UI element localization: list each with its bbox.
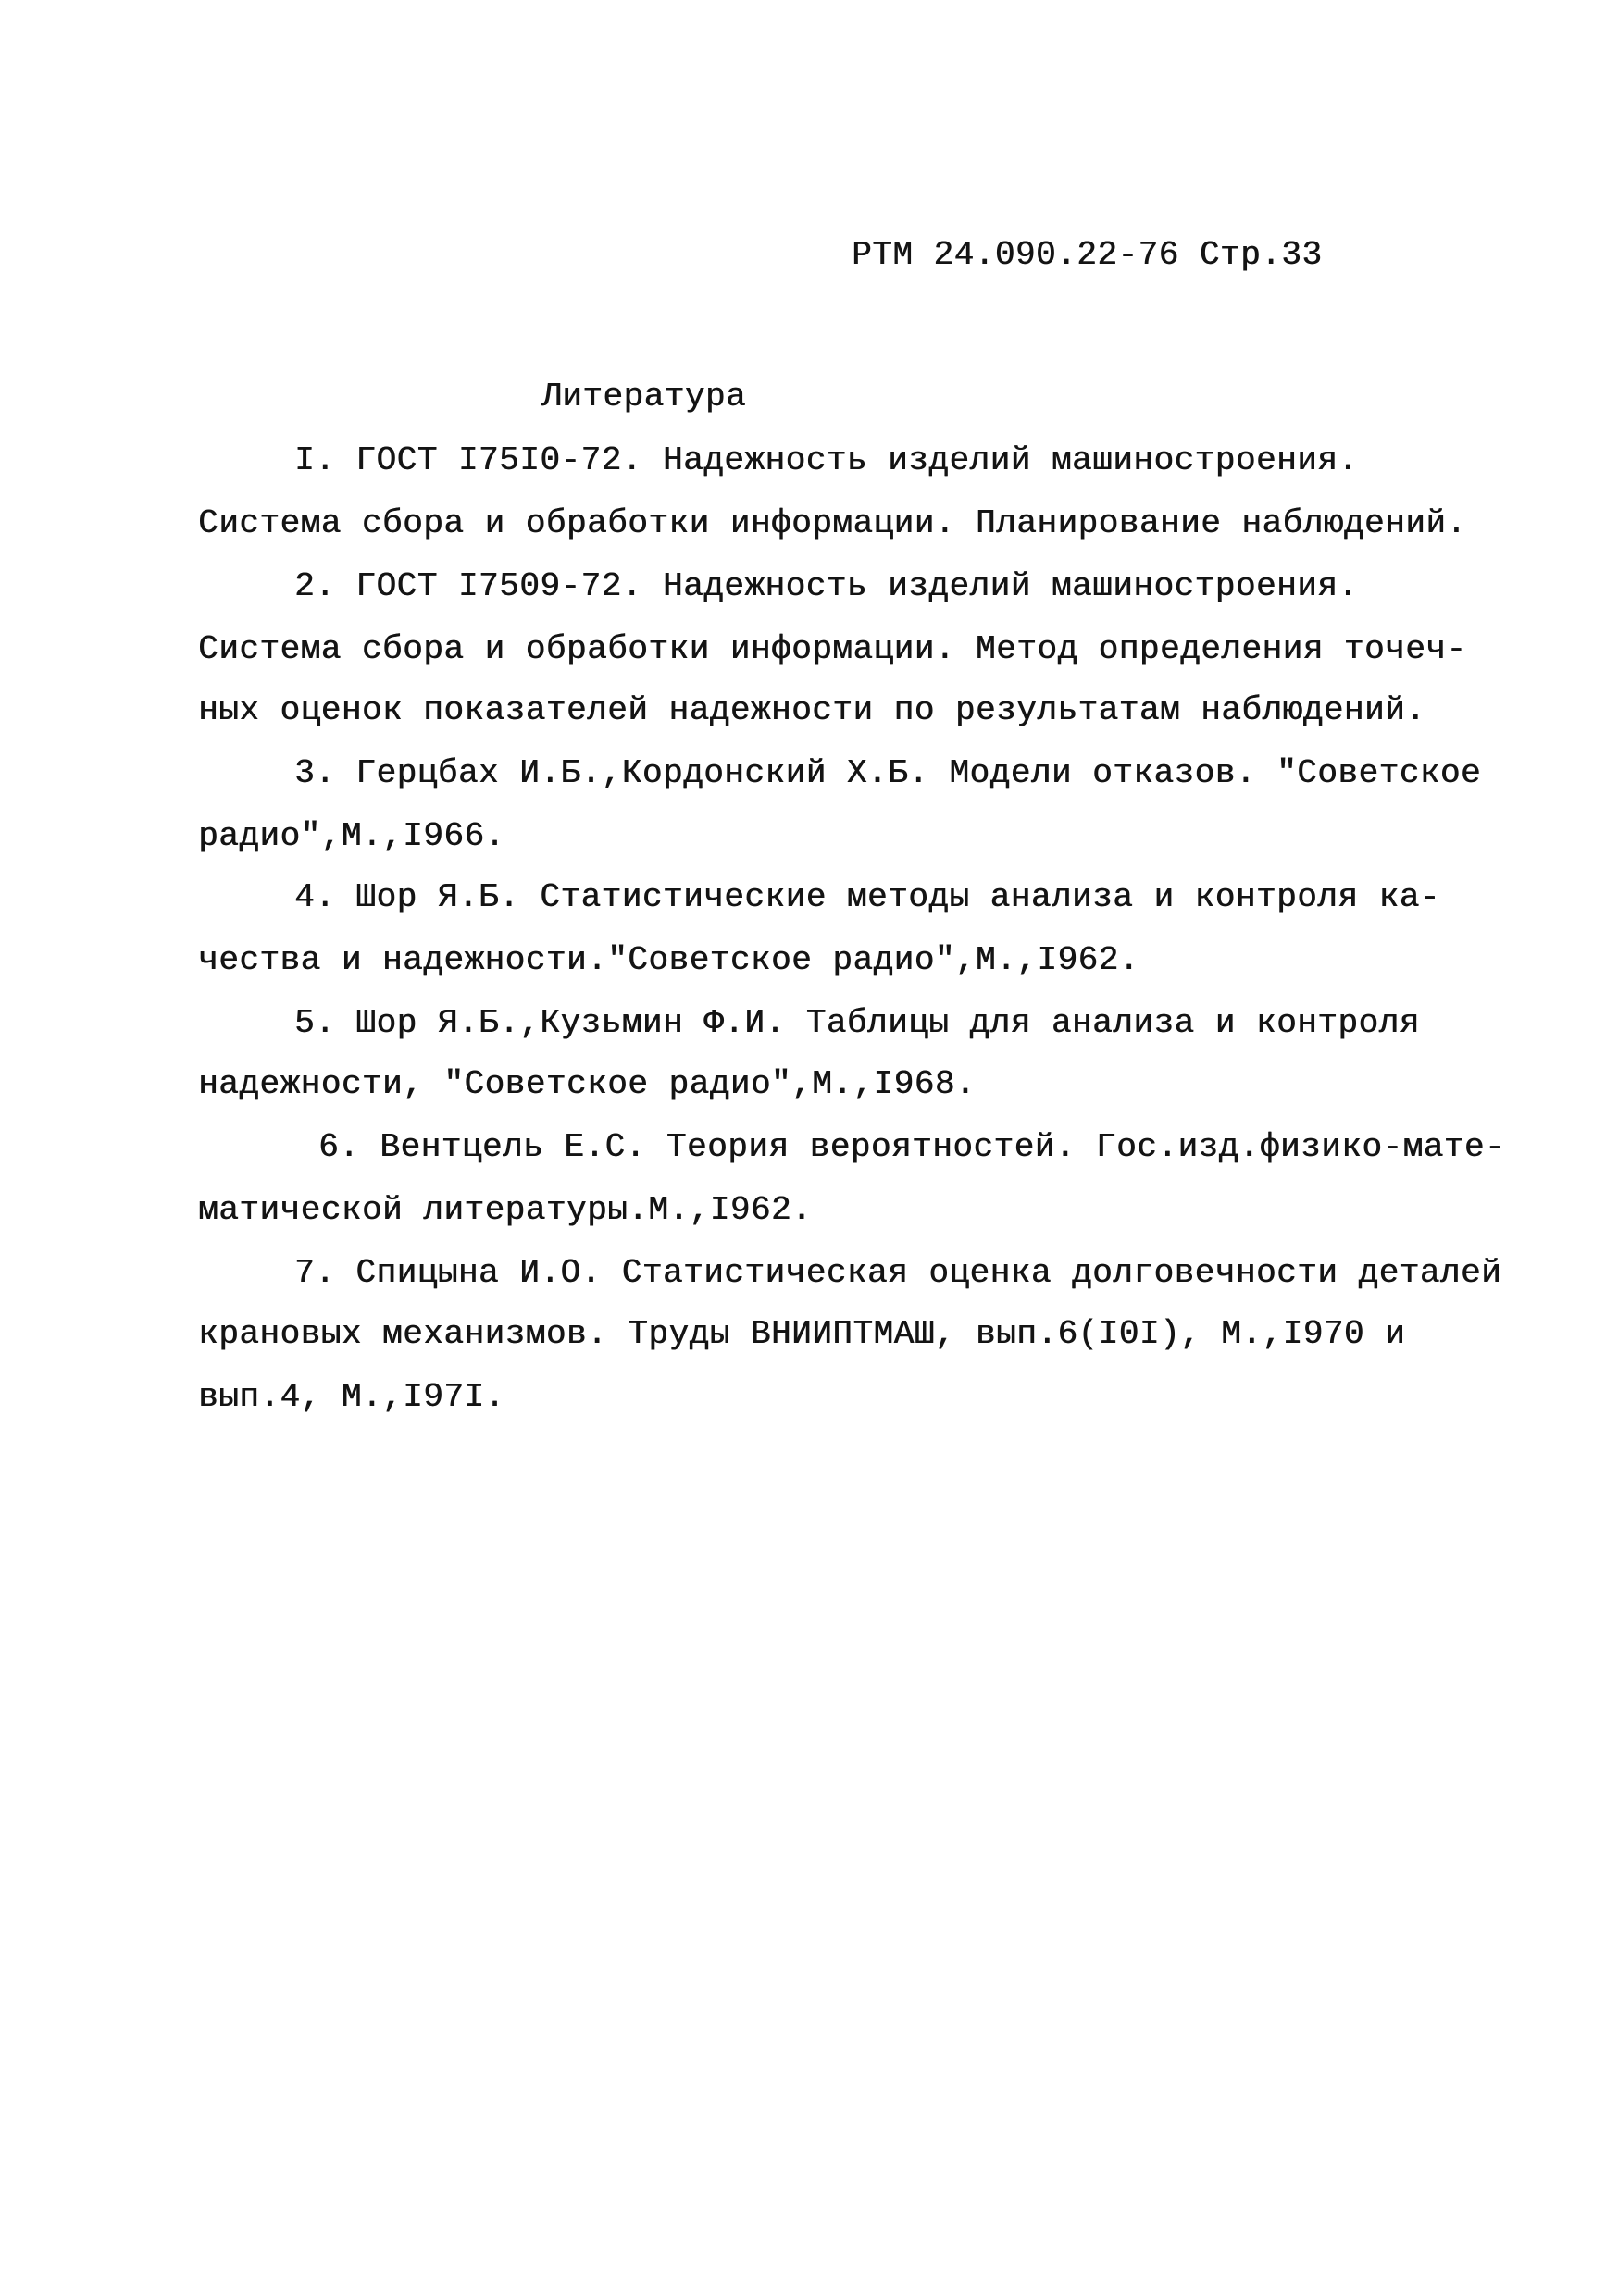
- reference-line: 6. Вентцель Е.С. Теория вероятностей. Гос.изд.физико-мате-: [318, 1128, 1506, 1166]
- reference-line: 4. Шор Я.Б. Статистические методы анализа и контроля ка-: [294, 878, 1440, 916]
- reference-line: чества и надежности."Советское радио",М.,I962.: [198, 941, 1139, 979]
- reference-line: 7. Спицына И.О. Статистическая оценка долговечности деталей: [294, 1254, 1502, 1292]
- reference-line: матической литературы.М.,I962.: [198, 1191, 813, 1229]
- reference-line: I. ГОСТ I75I0-72. Надежность изделий машиностроения.: [294, 441, 1359, 479]
- section-title: Литература: [541, 378, 747, 416]
- reference-line: радио",М.,I966.: [198, 817, 505, 855]
- reference-line: надежности, "Советское радио",М.,I968.: [198, 1065, 976, 1103]
- reference-line: Система сбора и обработки информации. Метод определения точеч-: [198, 630, 1467, 668]
- reference-line: ных оценок показателей надежности по результатам наблюдений.: [198, 691, 1426, 729]
- reference-line: крановых механизмов. Труды ВНИИПТМАШ, вып.6(I0I), М.,I970 и: [198, 1315, 1406, 1353]
- page-header: РТМ 24.090.22-76 Стр.33: [852, 236, 1323, 274]
- reference-line: 3. Герцбах И.Б.,Кордонский Х.Б. Модели отказов. "Советское: [294, 754, 1482, 792]
- reference-line: вып.4, М.,I97I.: [198, 1378, 505, 1416]
- reference-line: 5. Шор Я.Б.,Кузьмин Ф.И. Таблицы для анализа и контроля: [294, 1004, 1420, 1042]
- reference-line: Система сбора и обработки информации. Планирование наблюдений.: [198, 504, 1467, 542]
- reference-line: 2. ГОСТ I7509-72. Надежность изделий машиностроения.: [294, 567, 1359, 605]
